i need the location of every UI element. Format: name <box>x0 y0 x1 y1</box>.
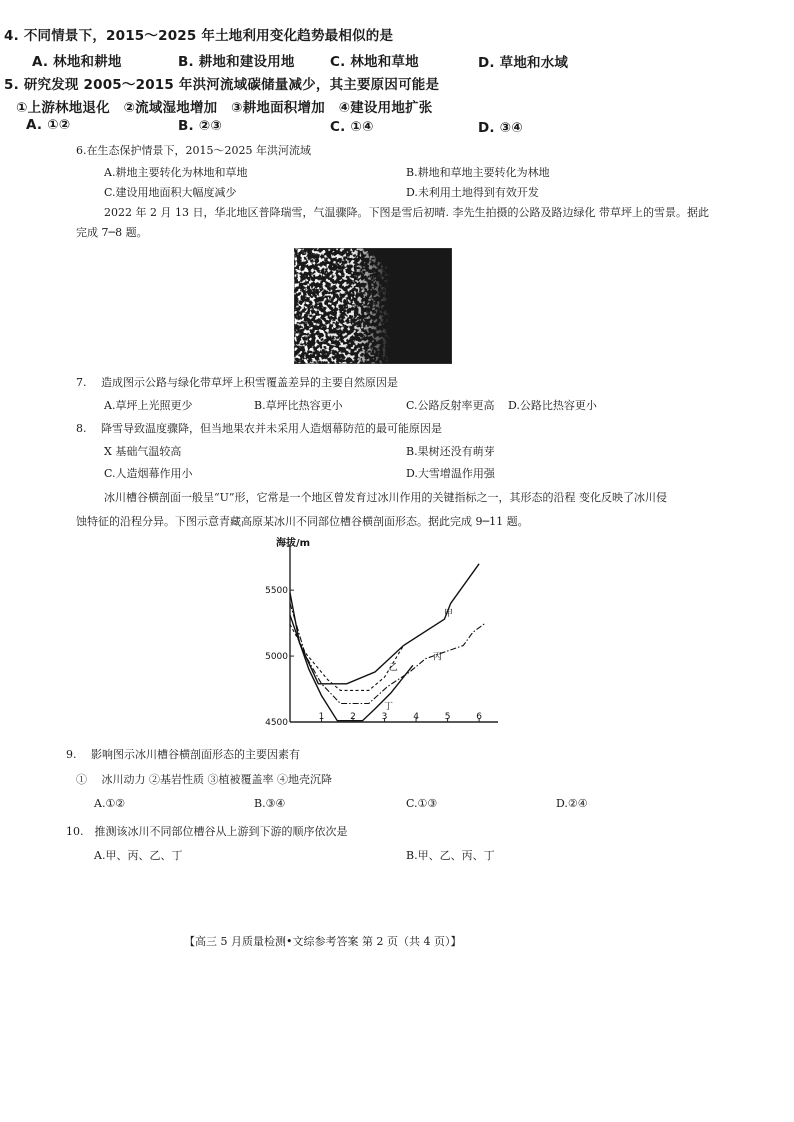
q6-option-a: A.耕地主要转化为林地和草地 <box>104 166 248 179</box>
series-label: 甲 <box>443 609 453 620</box>
q5-stem: 5. 研究发现 2005～2015 年洪河流域碳储量减少，其主要原因可能是 <box>4 77 440 93</box>
series-line-1 <box>290 564 479 684</box>
q9-option-a: A.①② <box>94 797 126 810</box>
q7-option-a: A.草坪上光照更少 <box>104 399 193 412</box>
x-tick-label: 1 <box>318 712 325 722</box>
snow-photo <box>294 248 452 364</box>
passage2-line2: 蚀特征的沿程分异。下图示意青藏高原某冰川不同部位槽谷横剖面形态。据此完成 9─11 题。 <box>76 515 529 528</box>
q9-option-b: B.③④ <box>254 797 286 810</box>
q5-option-d: D. ③④ <box>478 120 523 136</box>
q6-stem: 6.在生态保护情景下，2015～2025 年洪河流域 <box>76 144 311 157</box>
q7-option-b: B.草坪比热容更小 <box>254 399 343 412</box>
q8-stem: 8. 降雪导致温度骤降，但当地果农并未采用人造烟幕防范的最可能原因是 <box>76 422 442 435</box>
q8-option-a: X 基础气温较高 <box>104 445 182 458</box>
x-tick-label: 6 <box>476 712 482 722</box>
q5-statements: ①上游林地退化 ②流域湿地增加 ③耕地面积增加 ④建设用地扩张 <box>16 100 433 116</box>
q4-stem: 4. 不同情景下，2015～2025 年土地利用变化趋势最相似的是 <box>4 28 394 44</box>
q5-option-b: B. ②③ <box>178 118 222 134</box>
q5-option-a: A. ①② <box>26 117 71 133</box>
q6-option-c: C.建设用地面积大幅度减少 <box>104 186 237 199</box>
glacier-valley-chart <box>258 530 518 745</box>
q8-option-d: D.大雪增温作用强 <box>406 467 495 480</box>
q6-option-b: B.耕地和草地主要转化为林地 <box>406 166 550 179</box>
series-label: 丁 <box>383 701 393 712</box>
series-line-3 <box>290 603 485 703</box>
series-label: 丙 <box>432 652 442 663</box>
q9-stem: 9. 影响图示冰川槽谷横剖面形态的主要因素有 <box>66 748 300 761</box>
q9-statements: ① 冰川动力 ②基岩性质 ③植被覆盖率 ④地壳沉降 <box>76 773 332 786</box>
series-line-2 <box>290 624 404 690</box>
y-tick-label: 4500 <box>265 718 288 728</box>
q4-option-d: D. 草地和水域 <box>478 55 569 71</box>
q4-option-a: A. 林地和耕地 <box>32 54 122 70</box>
y-tick-label: 5500 <box>265 586 288 597</box>
q10-option-a: A.甲、丙、乙、丁 <box>94 849 183 862</box>
q9-option-c: C.①③ <box>406 797 438 810</box>
x-tick-label: 4 <box>413 712 419 722</box>
x-tick-label: 3 <box>381 712 388 722</box>
y-tick-label: 5000 <box>265 652 288 663</box>
passage2-line1: 冰川槽谷横剖面一般呈“U”形，它常是一个地区曾发育过冰川作用的关键指标之一，其形态的沿程 变化反映了冰川侵 <box>104 491 668 504</box>
chart-ylabel: 海拔/m <box>276 538 311 549</box>
q4-option-c: C. 林地和草地 <box>330 54 419 70</box>
page-footer: 【高三 5 月质量检测•文综参考答案 第 2 页（共 4 页）】 <box>184 935 462 948</box>
q10-stem: 10. 推测该冰川不同部位槽谷从上游到下游的顺序依次是 <box>66 825 348 838</box>
series-label: 乙 <box>388 662 398 673</box>
q7-option-d: D.公路比热容更小 <box>508 399 597 412</box>
q8-option-c: C.人造烟幕作用小 <box>104 467 193 480</box>
q5-option-c: C. ①④ <box>330 119 374 135</box>
q8-option-b: B.果树还没有萌芽 <box>406 445 495 458</box>
q7-stem: 7. 造成图示公路与绿化带草坪上积雪覆盖差异的主要自然原因是 <box>76 376 398 389</box>
q7-option-c: C.公路反射率更高 <box>406 399 495 412</box>
passage1-line1: 2022 年 2 月 13 日，华北地区普降瑞雪，气温骤降。下图是雪后初晴. 李先生拍摄的公路及路边绿化 带草坪上的雪景。据此 <box>104 206 709 219</box>
q10-option-b: B.甲、乙、丙、丁 <box>406 849 495 862</box>
q4-option-b: B. 耕地和建设用地 <box>178 54 295 70</box>
x-tick-label: 2 <box>350 712 356 722</box>
x-tick-label: 5 <box>444 712 451 722</box>
q9-option-d: D.②④ <box>556 797 588 810</box>
passage1-line2: 完成 7─8 题。 <box>76 226 148 239</box>
q6-option-d: D.未利用土地得到有效开发 <box>406 186 539 199</box>
